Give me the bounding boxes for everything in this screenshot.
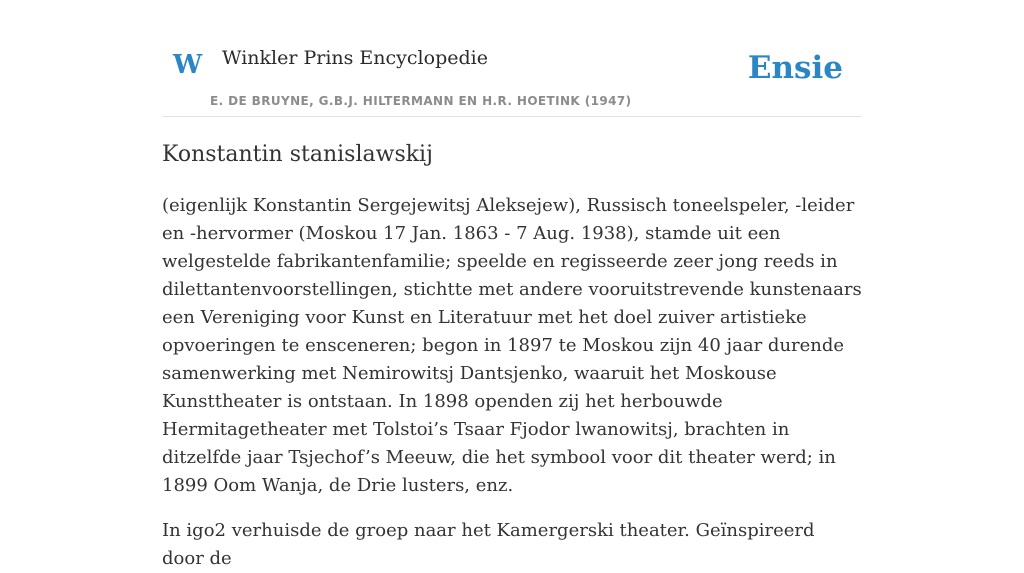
encyclopedia-authors: E. DE BRUYNE, G.B.J. HILTERMANN EN H.R. HOETINK (1947) (210, 94, 632, 108)
winkler-prins-logo-icon[interactable]: W (173, 50, 203, 80)
article-paragraph: In igo2 verhuisde de groep naar het Kamergerski theater. Geïnspireerd door de (162, 520, 815, 569)
encyclopedia-title[interactable]: Winkler Prins Encyclopedie (222, 47, 488, 69)
ensie-logo[interactable]: Ensie (747, 50, 843, 86)
article-paragraph: (eigenlijk Konstantin Sergejewitsj Aleksejew), Russisch toneelspeler, -leider en -hervormer (Moskou 17 Jan. 1863 - 7 Aug. 1938), stamde uit een welgestelde fabrikantenfamilie; speelde en regisseerde zeer jong reeds in dilettantenvoorstellingen, stichtte met andere vooruitstrevende kunstenaars een Vereniging voor Kunst en Literatuur met het doel zuiver artistieke opvoeringen te ensceneren; begon in 1897 te Moskou zijn 40 jaar durende samenwerking met Nemirowitsj Dantsjenko, waaruit het Moskouse Kunsttheater is ontstaan. In 1898 openden zij het herbouwde Hermitagetheater met Tolstoi’s Tsaar Fjodor lwanowitsj, brachten in ditzelfde jaar Tsjechof’s Meeuw, die het symbool voor dit theater werd; in 1899 Oom Wanja, de Drie lusters, enz. (162, 195, 862, 496)
site-header (162, 40, 862, 117)
article-body (162, 138, 862, 573)
article-title: Konstantin stanislawskij (162, 142, 433, 167)
